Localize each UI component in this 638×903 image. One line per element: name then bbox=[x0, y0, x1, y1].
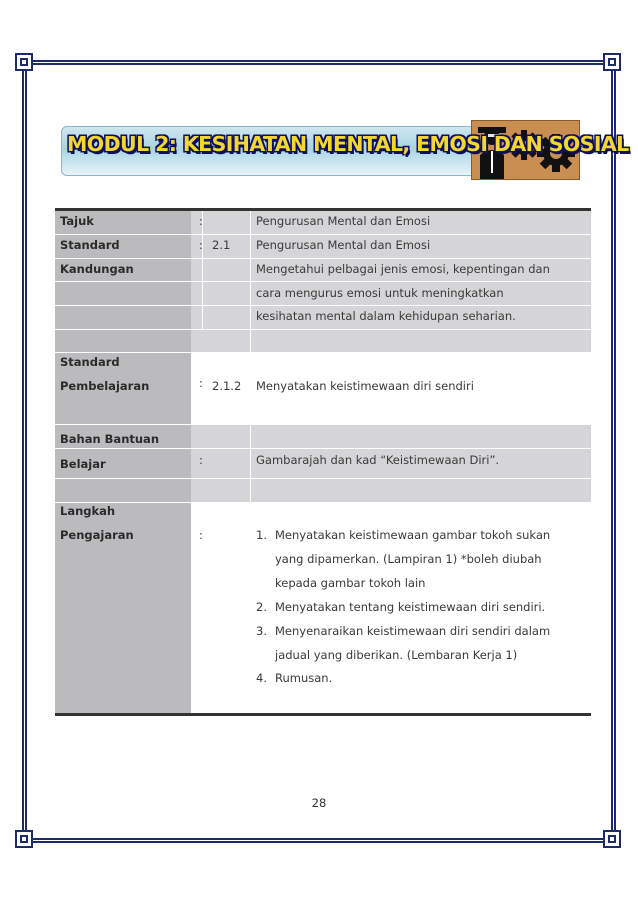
step-line: Menyatakan tentang keistimewaan diri sendiri. bbox=[275, 600, 546, 614]
standard-kandungan-line: kesihatan mental dalam kehidupan seharian. bbox=[256, 309, 516, 323]
lesson-table bbox=[55, 208, 591, 716]
colon: : bbox=[199, 238, 203, 252]
standard-kandungan-code: 2.1 bbox=[212, 238, 231, 252]
standard-pembelajaran-value: Menyatakan keistimewaan diri sendiri bbox=[256, 379, 474, 393]
corner-ornament bbox=[603, 830, 621, 848]
tajuk-value: Pengurusan Mental dan Emosi bbox=[256, 214, 431, 228]
label-bahan-bantuan-1: Bahan Bantuan bbox=[60, 432, 160, 446]
label-bahan-bantuan-2: Belajar bbox=[60, 457, 106, 471]
colon: : bbox=[199, 453, 203, 467]
module-banner bbox=[53, 120, 629, 178]
standard-kandungan-line: Pengurusan Mental dan Emosi bbox=[256, 238, 431, 252]
page-number: 28 bbox=[311, 796, 327, 810]
step-number: 2. bbox=[256, 600, 267, 614]
colon: : bbox=[199, 376, 203, 390]
step-line: Menyatakan keistimewaan gambar tokoh sukan bbox=[275, 528, 551, 542]
label-standard-pembelajaran-1: Standard bbox=[60, 355, 120, 369]
step-line: jadual yang diberikan. (Lembaran Kerja 1) bbox=[275, 648, 518, 662]
corner-ornament bbox=[15, 830, 33, 848]
label-tajuk: Tajuk bbox=[60, 214, 94, 228]
bahan-bantuan-value: Gambarajah dan kad “Keistimewaan Diri”. bbox=[256, 453, 500, 467]
step-line: kepada gambar tokoh lain bbox=[275, 576, 426, 590]
colon: : bbox=[199, 528, 203, 542]
label-standard-kandungan-1: Standard bbox=[60, 238, 120, 252]
standard-kandungan-line: cara mengurus emosi untuk meningkatkan bbox=[256, 286, 504, 300]
corner-ornament bbox=[603, 53, 621, 71]
corner-ornament bbox=[15, 53, 33, 71]
step-number: 1. bbox=[256, 528, 267, 542]
standard-pembelajaran-code: 2.1.2 bbox=[212, 379, 242, 393]
step-line: Menyenaraikan keistimewaan diri sendiri dalam bbox=[275, 624, 551, 638]
label-standard-kandungan-2: Kandungan bbox=[60, 262, 134, 276]
step-number: 3. bbox=[256, 624, 267, 638]
colon: : bbox=[199, 214, 203, 228]
module-title: MODUL 2: KESIHATAN MENTAL, EMOSI DAN SOSIAL bbox=[67, 132, 629, 156]
standard-kandungan-line: Mengetahui pelbagai jenis emosi, kepentingan dan bbox=[256, 262, 550, 276]
step-line: Rumusan. bbox=[275, 671, 333, 685]
table-bottom-rule bbox=[55, 713, 591, 716]
label-standard-pembelajaran-2: Pembelajaran bbox=[60, 379, 150, 393]
label-langkah-1: Langkah bbox=[60, 504, 116, 518]
step-number: 4. bbox=[256, 671, 267, 685]
label-langkah-2: Pengajaran bbox=[60, 528, 134, 542]
step-line: yang dipamerkan. (Lampiran 1) *boleh diubah bbox=[275, 552, 542, 566]
